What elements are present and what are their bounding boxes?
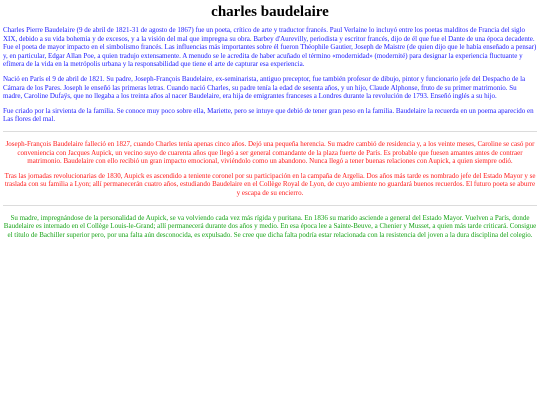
intro-paragraph: Charles Pierre Baudelaire (9 de abril de 1821-31 de agosto de 1867) fue un poeta, crítico de arte y traductor francés. Paul Verlaine lo incluyó entre los poetas malditos de Francia del siglo XIX, debido a su vida bohemia y de excesos, y a la visión del mal que impregna su obra. Barbey d'Aurevilly, periodista y escritor francés, dijo de él que fue el Dante de una época decadente. Fue el poeta de mayor impacto en el simbolismo francés. Las influencias más importantes sobre él fueron Théophile Gautier, Joseph de Maistre (de quien dijo que le había enseñado a pensar) y, en particular, Edgar Allan Poe, a quien tradujo extensamente. A menudo se le acredita de haber acuñado el término «modernidad» (modernité) para designar la experiencia fluctuante y efímera de la vida en la metrópolis urbana y la responsabilidad que tiene el arte de capturar esa experiencia. [3,26,537,69]
paris-paragraph: Su madre, impregnándose de la personalidad de Aupick, se va volviendo cada vez más rígida y puritana. En 1836 su marido asciende a general del Estado Mayor. Vuelven a París, donde Baudelaire es internado en el Collège Louis-le-Grand; allí permanecerá durante dos años y medio. En esa época lee a Sainte-Beuve, a Chenier y Musset, a quien más tarde criticará. Consigue el título de Bachiller superior pero, por una falta aún desconocida, es expulsado. Se cree que dicha falta podría estar relacionada con la resistencia del joven a la dura disciplina del colegio. [3,213,537,239]
servant-paragraph: Fue criado por la sirvienta de la familia. Se conoce muy poco sobre ella, Mariette, pero se intuye que debió de tener gran peso en la familia. Baudelaire la recuerda en un poema aparecido en Las flores del mal. [3,106,534,124]
section-divider [3,131,537,132]
birth-paragraph: Nació en París el 9 de abril de 1821. Su padre, Joseph-François Baudelaire, ex-seminarista, antiguo preceptor, fue también profesor de dibujo, pintor y funcionario jefe del Despacho de la Cámara de los Pares. Joseph le enseñó las primeras letras. Cuando nació Charles, su padre tenía la edad de sesenta años, y un hijo, Claude Alphonse, fruto de su primer matrimonio. Su madre, Caroline Dufaÿs, que no llegaba a los treinta años al nacer Baudelaire, era hija de emigrantes franceses a Londres durante la revolución de 1793. Enseñó inglés a su hijo. [3,74,526,101]
father-death-paragraph: Joseph-François Baudelaire falleció en 1827, cuando Charles tenía apenas cinco años. Dejó una pequeña herencia. Su madre cambió de residencia y, a los veinte meses, Caroline se casó por conveniencia con Jacques Aupick, un vecino suyo de cuarenta años que llegó a ser general comandante de la plaza fuerte de París. Es probable que fuesen amantes antes de contraer matrimonio. Baudelaire con ello recibió un gran impacto emocional, viviéndolo como un abandono. Nunca llegó a tener buenas relaciones con Aupick, a quien siempre odió. [5,139,535,166]
section-divider [3,205,537,206]
page-title: charles baudelaire [211,4,329,20]
lyon-paragraph: Tras las jornadas revolucionarias de 1830, Aupick es ascendido a teniente coronel por su participación en la campaña de Argelia. Dos años más tarde es nombrado jefe del Estado Mayor y se traslada con su familia a Lyon; allí permanecerán cuatro años, estudiando Baudelaire en el Collège Royal de Lyon, de cuyo ambiente no guardará buenos recuerdos. El futuro poeta se aburre y escapa de su encierro. [4,171,536,197]
